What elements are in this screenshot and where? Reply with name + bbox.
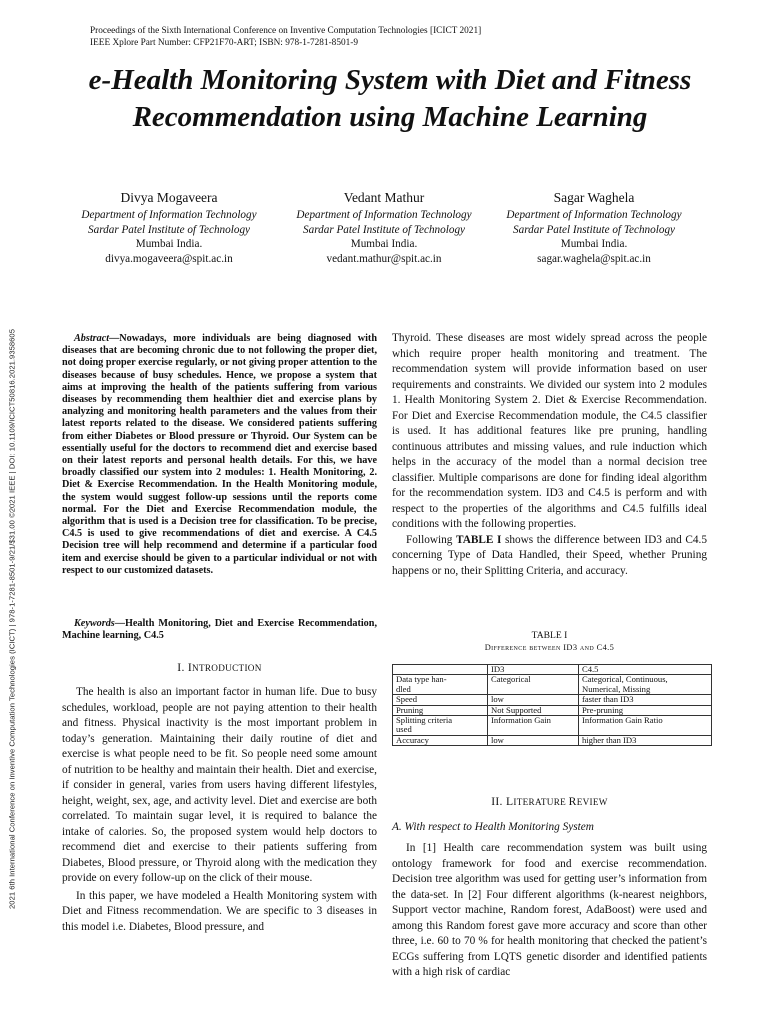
table-cell: C4.5 — [579, 665, 712, 675]
author-institution: Sardar Patel Institute of Technology — [88, 223, 250, 236]
section-numeral: II. — [491, 795, 503, 808]
abstract-label: Abstract — [74, 333, 110, 344]
sidebar-doi-text: 2021 6th International Conference on Inventive Computation Technologies (ICICT) | 978-1-7281-8501-9/21/$31.00 ©2021 IEEE | DOI: 10.1109/ICICT50816.2021.9358605 — [7, 329, 17, 909]
author-institution: Sardar Patel Institute of Technology — [303, 223, 465, 236]
right-column-body — [392, 331, 707, 579]
header-isbn: IEEE Xplore Part Number: CFP21F70-ART; ISBN: 978-1-7281-8501-9 — [90, 38, 359, 48]
section-numeral: I. — [177, 661, 185, 674]
keywords — [62, 618, 377, 642]
paper-title: e-Health Monitoring System with Diet and Fitness Recommendation using Machine Learning — [88, 64, 692, 133]
table-cell: ID3 — [488, 665, 579, 675]
intro-body — [62, 685, 377, 935]
table-cell: Splitting criteria used — [393, 716, 488, 736]
right-paragraph-2-tail: shows the difference between ID3 and C4.5 concerning Type of Data Handled, their Speed, whether Pruning happens or no, their Splitting Criteria, and accuracy. — [392, 533, 707, 577]
author-email: sagar.waghela@spit.ac.in — [537, 253, 651, 266]
author-department: Department of Information Technology — [506, 208, 682, 221]
section-heading-literature-review — [392, 795, 707, 808]
subsection-heading: A. With respect to Health Monitoring System — [392, 821, 594, 833]
table-cell: low — [488, 735, 579, 745]
table-row — [393, 675, 712, 695]
table-cell: Speed — [393, 695, 488, 705]
author-name: Divya Mogaveera — [120, 190, 218, 205]
section-heading-rest: EVIEW — [576, 797, 608, 807]
header-proceedings: Proceedings of the Sixth International Conference on Inventive Computation Technologies [ICICT 2021] — [90, 26, 482, 36]
table-caption: Difference between ID3 and C4.5 — [484, 643, 615, 652]
table-cell: Accuracy — [393, 735, 488, 745]
table-cell: Categorical — [488, 675, 579, 695]
table-reference: TABLE I — [456, 533, 502, 546]
author-block-1 — [54, 191, 284, 267]
author-location: Mumbai India. — [350, 238, 418, 251]
table-cell: Pruning — [393, 705, 488, 715]
section-heading-initial: L — [505, 795, 514, 808]
table-cell: higher than ID3 — [579, 735, 712, 745]
right-paragraph-2 — [392, 533, 707, 580]
table-row — [393, 716, 712, 736]
author-block-3 — [479, 191, 709, 267]
table-label: TABLE I — [531, 630, 568, 641]
keywords-text: —Health Monitoring, Diet and Exercise Recommendation, Machine learning, C4.5 — [62, 618, 377, 642]
author-email: vedant.mathur@spit.ac.in — [326, 253, 442, 266]
intro-paragraph-2: In this paper, we have modeled a Health Monitoring system with Diet and Fitness recommendation. We are specific to 3 diseases in this model i.e. Diabetes, Blood pressure, and — [62, 889, 377, 933]
author-location: Mumbai India. — [135, 238, 203, 251]
table-row — [393, 735, 712, 745]
table-row — [393, 705, 712, 715]
table-cell: Categorical, Continuous, Numerical, Missing — [579, 675, 712, 695]
table-cell: Data type han- dled — [393, 675, 488, 695]
keywords-label: Keywords — [74, 618, 115, 629]
author-institution: Sardar Patel Institute of Technology — [513, 223, 675, 236]
table-cell: Information Gain — [488, 716, 579, 736]
table-row — [393, 695, 712, 705]
author-department: Department of Information Technology — [81, 208, 257, 221]
author-block-2 — [269, 191, 499, 267]
abstract — [62, 333, 377, 577]
author-email: divya.mogaveera@spit.ac.in — [105, 253, 233, 266]
table-cell: Pre-pruning — [579, 705, 712, 715]
section-heading-introduction — [62, 661, 377, 674]
author-name: Sagar Waghela — [553, 190, 635, 205]
table-cell: Information Gain Ratio — [579, 716, 712, 736]
author-department: Department of Information Technology — [296, 208, 472, 221]
table-cell: low — [488, 695, 579, 705]
table-header-row — [393, 665, 712, 675]
author-location: Mumbai India. — [560, 238, 628, 251]
section-heading-rest: ITERATURE — [513, 797, 569, 807]
abstract-text: —Nowadays, more individuals are being diagnosed with diseases that are becoming chronic due to not following the proper diet, not doing proper exercise regularly, or not giving proper attention to the diseases because of busy schedules. Hence, we propose a system that aims at improving the health of the patients suffering from various diseases by recommending them healthier diet and exercise plans by analyzing and monitoring health parameters and the values from their latest reports related to the disease. We considered patients suffering from either Diabetes or Blood pressure or Thyroid. Our System can be essentially useful for the doctors to recommend diet and exercise based on their latest reports and personal health details. For this, we have broadly classified our system into 2 modules: 1. Health Monitoring, 2. Diet & Exercise Recommendation. In the Health Monitoring module, the system would suggest follow-up sessions until the reports come normal. For the Diet and Exercise Recommendation module, the algorithm that is used is a Decision tree for classification. To be precise, C4.5 is used to give recommendations of diet and exercise. A C4.5 Decision tree will help recommend and determine if a particular food item and exercise should be given to a particular individual or not with respect to our customized datasets. — [62, 333, 377, 576]
comparison-table — [392, 664, 712, 746]
section-heading-initial: I — [187, 661, 193, 674]
right-paragraph-2-text: Following — [406, 533, 456, 546]
table-cell: faster than ID3 — [579, 695, 712, 705]
sidebar-doi-strip — [3, 232, 21, 1006]
right-paragraph-1: Thyroid. These diseases are most widely spread across the people which require proper health monitoring and treatment. The recommendation system will provide information based on user requirements and constraints. We divided our system into 2 modules 1. Health Monitoring System 2. Diet & Exercise Recommendation. For Diet and Exercise Recommendation module, the C4.5 classifier is used. It has additional features like pre pruning, handling continuous attributes and missing values, and rule induction which helps in the accuracy of the model than a normal decision tree classifier. Multiple comparisons are done for finding ideal algorithm for the recommendation system. ID3 and C4.5 is perform and with respect to the properties of the algorithms and C4.5 fulfills ideal conditions with the following properties. — [392, 332, 707, 530]
intro-paragraph-1: The health is also an important factor in human life. Due to busy schedules, workload, people are not paying attention to their health and fitness. Physical inactivity is the most important problem in today’s generation. Maintaining their daily routine of diet and exercise is what people need to be fit. So people need some amount of nutrition to be healthy and maintain their health. Diet and exercise, if consider in general, varies from users having different lifestyles, height, weight, sex, age, and activity level. Diet and exercise are both correlated. To maintain sugar level, it is required to balance the intake of calories. So, the proposed system would help doctors to recommend diet and exercise to their patients suffering from Diabetes, Blood pressure, or Thyroid along with the medication they provide on every follow-up on the click of their mouse. — [62, 686, 377, 884]
section-heading-initial: R — [568, 795, 577, 808]
table-cell — [393, 665, 488, 675]
literature-body — [392, 841, 707, 981]
table-cell: Not Supported — [488, 705, 579, 715]
literature-paragraph-1: In [1] Health care recommendation system was built using ontology framework for food and exercise recommendation. Decision tree algorithm was used for getting user’s information from the data-set. In [2] Four different algorithms (k-nearest neighbors, Support vector machine, Random forest, AdaBoost) were used and among this Random forest gave more accuracy and score than other three, i.e. 60 to 70 % for health monitoring that checked the patient’s ECGs suffering from LQTS genetic disorder and identified patients with a high risk of cardiac — [392, 842, 707, 978]
author-name: Vedant Mathur — [343, 190, 425, 205]
section-heading-rest: NTRODUCTION — [192, 663, 262, 673]
